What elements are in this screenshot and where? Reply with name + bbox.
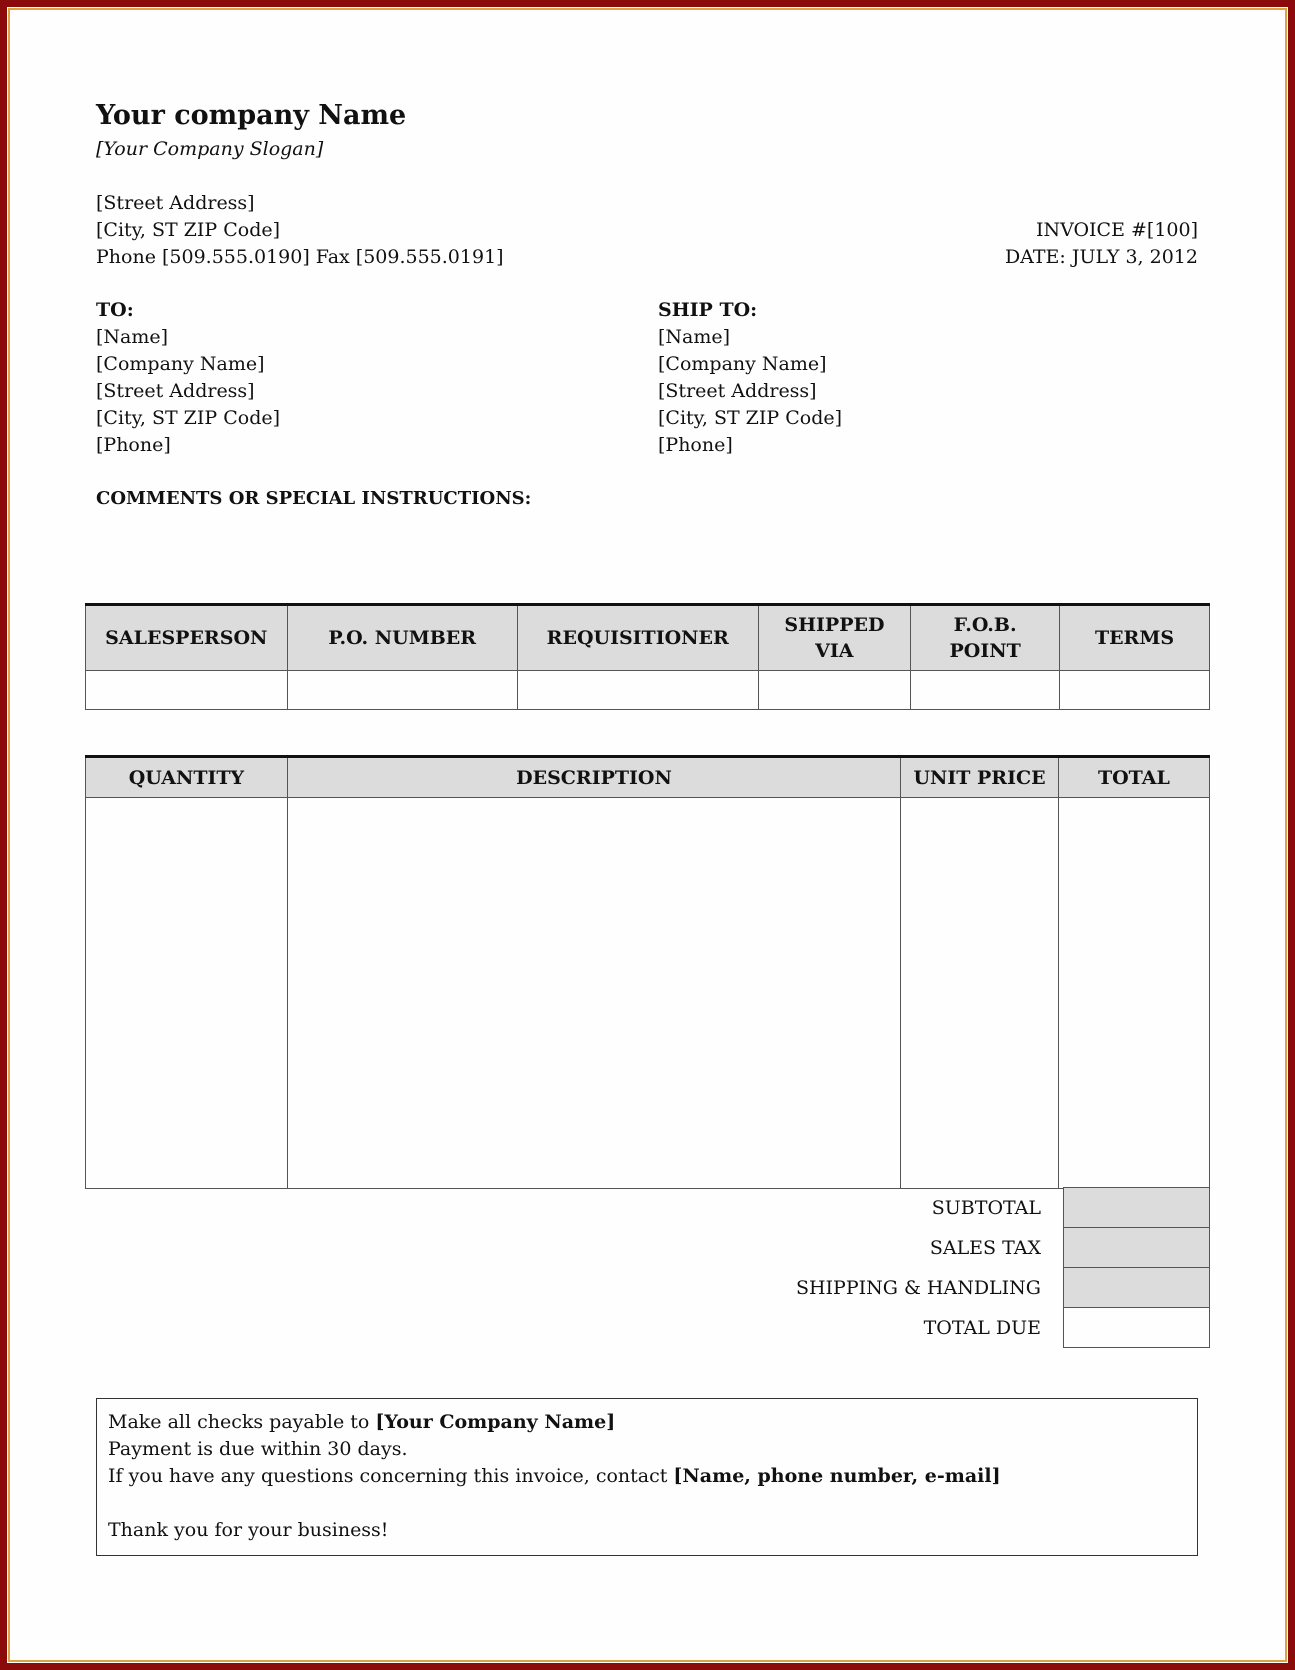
invoice-number: INVOICE #[100] <box>1035 219 1198 241</box>
spacer <box>108 1490 1186 1517</box>
header-requisitioner: REQUISITIONER <box>517 605 758 671</box>
description-column[interactable] <box>287 798 900 1189</box>
payable-company: [Your Company Name] <box>375 1411 616 1433</box>
payable-prefix: Make all checks payable to <box>108 1411 376 1433</box>
contact-details: [Name, phone number, e-mail] <box>673 1465 1001 1487</box>
fob-point-cell[interactable] <box>911 671 1060 710</box>
header-quantity: QUANTITY <box>86 757 288 798</box>
quantity-column[interactable] <box>86 798 288 1189</box>
to-phone: [Phone] <box>96 434 171 456</box>
header-po-number: P.O. NUMBER <box>287 605 517 671</box>
terms-cell[interactable] <box>1060 671 1210 710</box>
order-info-table <box>85 603 1210 710</box>
company-street: [Street Address] <box>96 192 255 214</box>
shipping-value-cell[interactable] <box>1063 1267 1210 1308</box>
sales-tax-value-cell[interactable] <box>1063 1227 1210 1268</box>
order-entry-row <box>86 671 1210 710</box>
ship-to-city: [City, ST ZIP Code] <box>658 407 843 429</box>
ship-to-name: [Name] <box>658 326 731 348</box>
items-body-row <box>86 798 1210 1189</box>
ship-to-company: [Company Name] <box>658 353 827 375</box>
header-salesperson: SALESPERSON <box>86 605 288 671</box>
po-number-cell[interactable] <box>287 671 517 710</box>
to-city: [City, ST ZIP Code] <box>96 407 281 429</box>
company-slogan: [Your Company Slogan] <box>96 138 324 160</box>
ship-to-heading: SHIP TO: <box>658 299 758 321</box>
header-description: DESCRIPTION <box>287 757 900 798</box>
contact-line <box>108 1463 1186 1490</box>
requisitioner-cell[interactable] <box>517 671 758 710</box>
to-name: [Name] <box>96 326 169 348</box>
subtotal-label: SUBTOTAL <box>931 1197 1041 1219</box>
salesperson-cell[interactable] <box>86 671 288 710</box>
header-terms: TERMS <box>1060 605 1210 671</box>
items-header-row <box>86 757 1210 798</box>
to-company: [Company Name] <box>96 353 265 375</box>
header-total: TOTAL <box>1058 757 1209 798</box>
ship-to-phone: [Phone] <box>658 434 733 456</box>
shipping-label: SHIPPING & HANDLING <box>795 1277 1041 1299</box>
total-due-value-cell[interactable] <box>1063 1307 1210 1348</box>
total-column[interactable] <box>1058 798 1209 1189</box>
payment-notes-box <box>96 1398 1198 1556</box>
unit-price-column[interactable] <box>901 798 1059 1189</box>
payable-line <box>108 1409 1186 1436</box>
items-table <box>85 755 1210 1189</box>
payment-due-line: Payment is due within 30 days. <box>108 1438 408 1460</box>
header-shipped-via-label: SHIPPED VIA <box>784 614 885 662</box>
thank-you-line: Thank you for your business! <box>108 1519 389 1541</box>
order-header-row <box>86 605 1210 671</box>
company-phone-fax: Phone [509.555.0190] Fax [509.555.0191] <box>96 246 504 268</box>
header-unit-price: UNIT PRICE <box>901 757 1059 798</box>
header-shipped-via <box>758 605 911 671</box>
to-street: [Street Address] <box>96 380 255 402</box>
comments-heading: COMMENTS OR SPECIAL INSTRUCTIONS: <box>96 488 532 509</box>
sales-tax-label: SALES TAX <box>929 1237 1041 1259</box>
company-city: [City, ST ZIP Code] <box>96 219 281 241</box>
contact-prefix: If you have any questions concerning this invoice, contact <box>108 1465 674 1487</box>
invoice-date: DATE: JULY 3, 2012 <box>1004 246 1198 268</box>
ship-to-street: [Street Address] <box>658 380 817 402</box>
subtotal-value-cell[interactable] <box>1063 1187 1210 1228</box>
shipped-via-cell[interactable] <box>758 671 911 710</box>
header-fob-point: F.O.B. POINT <box>911 605 1060 671</box>
total-due-label: TOTAL DUE <box>923 1317 1041 1339</box>
company-name: Your company Name <box>96 100 407 131</box>
to-heading: TO: <box>96 299 134 321</box>
